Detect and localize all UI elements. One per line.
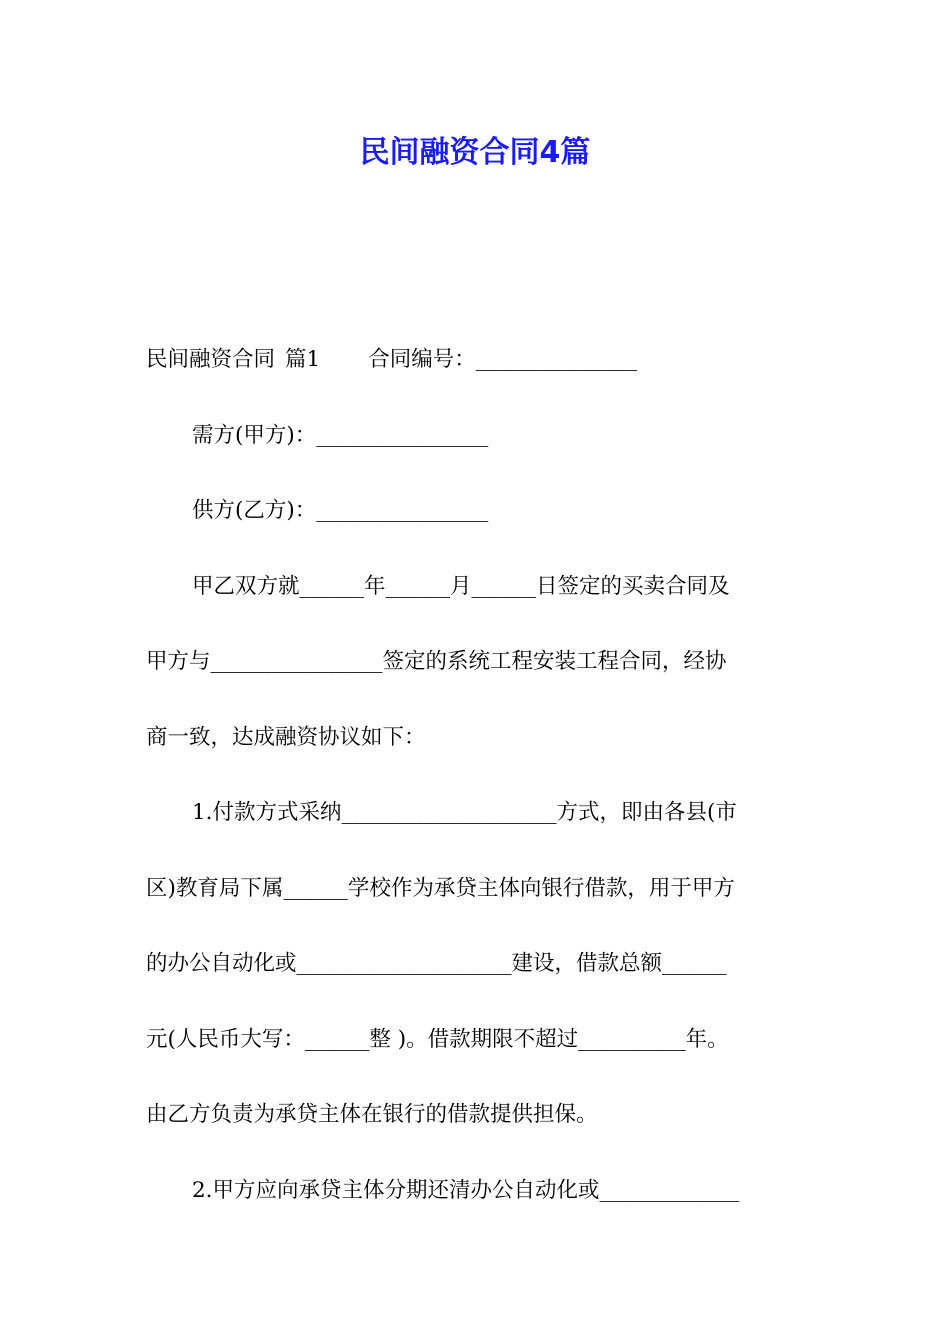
paragraph-line: 区)教育局下属______学校作为承贷主体向银行借款，用于甲方 <box>146 875 735 901</box>
document-body <box>146 336 806 1242</box>
party-b-line: 供方(乙方)：________________ <box>192 498 489 523</box>
party-a-line: 需方(甲方)：________________ <box>192 422 489 448</box>
contract-number-field: 合同编号：_______________ <box>368 347 637 372</box>
clause-2-line: 2.甲方应向承贷主体分期还清办公自动化或_____________ <box>192 1177 740 1203</box>
paragraph-line: 甲方与________________签定的系统工程安装工程合同，经协 <box>146 649 727 674</box>
chapter-label: 篇1 <box>285 347 321 372</box>
paragraph-line: 元(人民币大写：______整 )。借款期限不超过__________年。 <box>146 1026 729 1052</box>
paragraph-line: 的办公自动化或____________________建设，借款总额______ <box>146 951 727 976</box>
paragraph-line: 甲乙双方就______年______月______日签定的买卖合同及 <box>192 573 730 599</box>
paragraph-line: 商一致，达成融资协议如下： <box>146 724 426 750</box>
paragraph-line: 由乙方负责为承贷主体在银行的借款提供担保。 <box>146 1102 598 1127</box>
contract-header-line <box>146 336 806 412</box>
document-title: 民间融资合同4篇 <box>359 135 591 170</box>
clause-1-line: 1.付款方式采纳____________________方式，即由各县(市 <box>192 800 737 825</box>
contract-name: 民间融资合同 <box>146 347 276 372</box>
